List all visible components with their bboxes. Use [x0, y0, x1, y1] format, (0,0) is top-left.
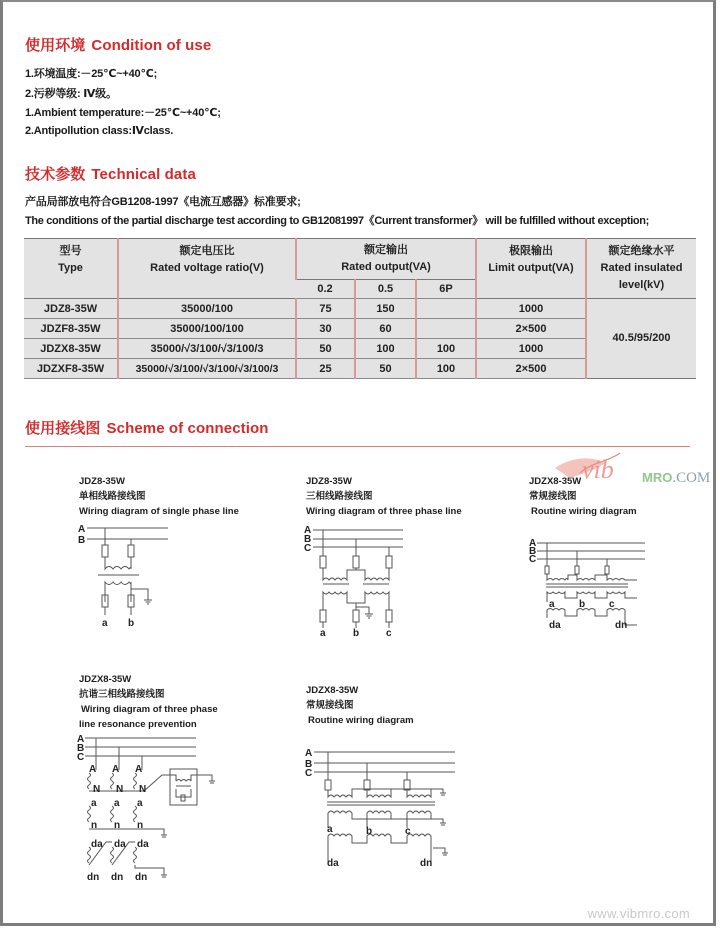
cell-output-6p: [416, 299, 476, 319]
cell-ratio: 35000/100: [118, 299, 296, 319]
header-ratio: 额定电压比 Rated voltage ratio(V): [118, 239, 296, 299]
label-da: da: [137, 839, 149, 850]
label-A: A: [304, 525, 312, 536]
cell-output-02: 25: [296, 359, 355, 379]
label-dn: dn: [420, 858, 433, 869]
cell-output-05: 100: [355, 339, 416, 359]
cell-output-02: 75: [296, 299, 355, 319]
cell-type: JDZ8-35W: [24, 299, 118, 319]
technical-title-cn: 技术参数: [25, 166, 86, 183]
label-B: B: [529, 546, 537, 557]
scheme-title-cn: 使用接线图: [25, 420, 101, 437]
condition-line-2: 2.污秽等级: Ⅳ级。: [25, 88, 117, 100]
diagram-4-caption: JDZX8-35W 抗谐三相线路接线图 Wiring diagram of three phase line resonance prevention: [79, 674, 218, 730]
diagram-5-routine: [290, 740, 480, 870]
header-insulation: 额定绝缘水平 Rated insulated level(kV): [586, 239, 696, 299]
label-N: N: [139, 784, 147, 795]
label-C: C: [304, 543, 312, 554]
label-a: a: [549, 599, 555, 610]
label-C: C: [305, 768, 313, 779]
cell-output-05: 60: [355, 319, 416, 339]
label-A: A: [77, 734, 85, 745]
diagram-1-single-phase: [60, 520, 260, 630]
label-primary-A: A: [135, 764, 143, 775]
label-da: da: [327, 858, 339, 869]
label-n: n: [114, 820, 121, 831]
technical-data-table: [24, 238, 696, 379]
cell-type: JDZF8-35W: [24, 319, 118, 339]
label-N: N: [116, 784, 124, 795]
cell-output-6p: 100: [416, 359, 476, 379]
condition-line-4: 2.Antipollution class:Ⅳclass.: [25, 125, 174, 137]
label-b: b: [366, 826, 373, 837]
technical-title-en: Technical data: [91, 166, 196, 183]
header-class-6p: 6P: [416, 280, 476, 299]
diagram-2-caption: JDZ8-35W 三相线路接线图 Wiring diagram of three phase line: [306, 476, 462, 517]
cell-output-6p: [416, 319, 476, 339]
label-A: A: [305, 748, 313, 759]
label-c: c: [405, 826, 411, 837]
table-row: [24, 299, 696, 319]
label-A: A: [529, 538, 537, 549]
condition-title-en: Condition of use: [91, 37, 212, 54]
label-primary-A: A: [89, 764, 97, 775]
label-b: b: [128, 618, 135, 629]
cell-ratio: 35000/√3/100/√3/100/√3/100/3: [118, 359, 296, 379]
watermark-logo: [550, 443, 715, 493]
technical-heading: [25, 163, 196, 184]
cell-output-05: 50: [355, 359, 416, 379]
cell-output-02: 30: [296, 319, 355, 339]
label-A: A: [78, 524, 86, 535]
label-da: da: [549, 620, 561, 631]
label-B: B: [77, 743, 85, 754]
label-a: a: [327, 824, 333, 835]
condition-line-1: 1.环境温度:－25℃~+40℃;: [25, 68, 158, 80]
label-c: c: [609, 599, 615, 610]
cell-output-02: 50: [296, 339, 355, 359]
header-class-05: 0.5: [355, 280, 416, 299]
cell-output-05: 150: [355, 299, 416, 319]
label-b: b: [579, 599, 586, 610]
scheme-heading: [25, 417, 269, 438]
cell-limit: 1000: [476, 339, 586, 359]
cell-limit: 1000: [476, 299, 586, 319]
label-C: C: [529, 554, 537, 565]
scheme-title-en: Scheme of connection: [106, 420, 269, 437]
cell-limit: 2×500: [476, 319, 586, 339]
footer-url: www.vibmro.com: [587, 906, 690, 921]
watermark-script: vib: [582, 455, 614, 484]
diagram-1-caption: JDZ8-35W 单相线路接线图 Wiring diagram of single phase line: [79, 476, 239, 517]
technical-note-cn: 产品局部放电符合GB1208-1997《电流互感器》标准要求;: [25, 196, 301, 208]
diagram-3-routine: [500, 530, 650, 635]
cell-insulation-level: 40.5/95/200: [586, 299, 696, 379]
header-limit-output: 极限输出 Limit output(VA): [476, 239, 586, 299]
diagram-3-caption: JDZX8-35W 常规接线图 Routine wiring diagram: [529, 476, 637, 517]
label-dn: dn: [111, 872, 124, 883]
diagram-2-three-phase: [290, 520, 490, 640]
cell-ratio: 35000/100/100: [118, 319, 296, 339]
label-a: a: [91, 798, 97, 809]
condition-heading: [25, 34, 211, 55]
label-b: b: [353, 628, 360, 639]
condition-line-3: 1.Ambient temperature:－25℃~+40℃;: [25, 107, 221, 119]
label-da: da: [91, 839, 103, 850]
label-N: N: [93, 784, 101, 795]
label-primary-A: A: [112, 764, 120, 775]
header-class-02: 0.2: [296, 280, 355, 299]
label-a: a: [114, 798, 120, 809]
label-a: a: [320, 628, 326, 639]
cell-type: JDZX8-35W: [24, 339, 118, 359]
label-a: a: [137, 798, 143, 809]
label-dn: dn: [615, 620, 628, 631]
label-c: c: [386, 628, 392, 639]
diagram-4-resonance-prevention: [60, 725, 250, 885]
table-header-row: [24, 239, 696, 280]
technical-note-en: The conditions of the partial discharge test according to GB12081997《Current transformer》 will be fulfilled without exception;: [25, 215, 649, 227]
cell-output-6p: 100: [416, 339, 476, 359]
cell-limit: 2×500: [476, 359, 586, 379]
label-dn: dn: [87, 872, 100, 883]
label-dn: dn: [135, 872, 148, 883]
label-B: B: [304, 534, 312, 545]
label-n: n: [137, 820, 144, 831]
watermark-brand: MRO.COM: [642, 470, 711, 486]
condition-title-cn: 使用环境: [25, 37, 86, 54]
header-rated-output: 额定输出 Rated output(VA): [296, 239, 476, 280]
label-da: da: [114, 839, 126, 850]
label-C: C: [77, 752, 85, 763]
label-a: a: [102, 618, 108, 629]
cell-type: JDZXF8-35W: [24, 359, 118, 379]
diagram-5-caption: JDZX8-35W 常规接线图 Routine wiring diagram: [306, 685, 414, 726]
header-type: 型号 Type: [58, 245, 83, 274]
label-B: B: [305, 759, 313, 770]
cell-ratio: 35000/√3/100/√3/100/3: [118, 339, 296, 359]
label-n: n: [91, 820, 98, 831]
label-B: B: [78, 535, 86, 546]
